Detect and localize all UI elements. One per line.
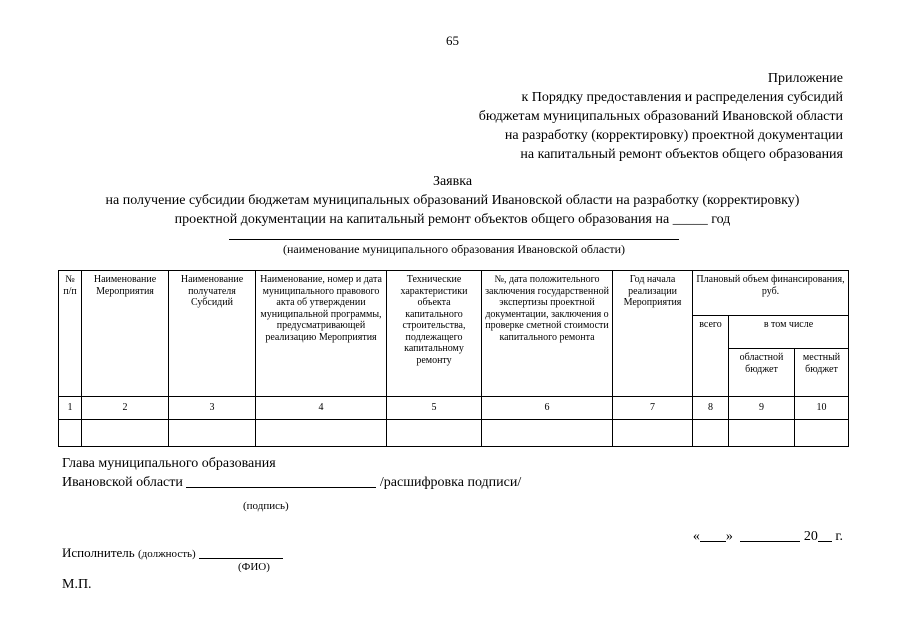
date-year-field[interactable] <box>818 528 832 542</box>
stamp-place: М.П. <box>62 577 92 592</box>
column-number-cell: 2 <box>82 397 169 420</box>
table-cell[interactable] <box>59 420 82 447</box>
table-cell[interactable] <box>256 420 387 447</box>
table-cell[interactable] <box>387 420 482 447</box>
title-line: на получение субсидии бюджетам муниципальных образований Ивановской области на разработку (корректировку) <box>105 193 800 208</box>
signature-region: Ивановской области <box>62 475 183 490</box>
org-name-caption: (наименование муниципального образования Ивановской области) <box>282 242 626 256</box>
title-line: проектной документации на капитальный ремонт объектов общего образования на _____ год <box>174 212 731 227</box>
header-col-total: всего <box>693 316 729 397</box>
table-cell[interactable] <box>795 420 849 447</box>
header-col-tech-specs: Технические характеристики объекта капитального строительства, подлежащего капитальному ремонту <box>387 271 482 397</box>
appendix-line: бюджетам муниципальных образований Ивановской области <box>478 109 843 124</box>
appendix-block <box>479 69 843 164</box>
executor-field[interactable] <box>199 545 283 559</box>
column-number-cell: 3 <box>169 397 256 420</box>
header-financing-group: Плановый объем финансирования, руб. <box>693 271 849 316</box>
date-year-prefix: 20 <box>803 529 818 544</box>
application-table <box>58 270 849 447</box>
date-line <box>693 528 843 545</box>
signature-block <box>62 454 521 492</box>
date-open-quote: « <box>692 529 700 544</box>
header-col-start-year: Год начала реализации Мероприятия <box>613 271 693 397</box>
title-heading: Заявка <box>432 174 473 189</box>
date-year-suffix: г. <box>835 529 843 544</box>
document-title <box>0 172 905 229</box>
executor-fio-caption: (ФИО) <box>238 561 270 573</box>
org-name-line <box>229 239 679 240</box>
empty-data-row <box>59 420 849 447</box>
column-number-cell: 8 <box>693 397 729 420</box>
signature-field[interactable] <box>186 473 376 488</box>
column-number-cell: 9 <box>729 397 795 420</box>
column-number-cell: 4 <box>256 397 387 420</box>
date-month-field[interactable] <box>740 528 800 542</box>
signature-line <box>62 473 521 492</box>
header-col-expertise: №, дата положительного заключения государственной экспертизы проектной документации, заключения о проверке сметной стоимости капитального ремонта <box>482 271 613 397</box>
signature-decoding: /расшифровка подписи/ <box>379 475 522 490</box>
column-number-cell: 6 <box>482 397 613 420</box>
appendix-line: на разработку (корректировку) проектной документации <box>504 128 843 143</box>
table-cell[interactable] <box>169 420 256 447</box>
date-close-quote: » <box>725 529 733 544</box>
signature-caption: (подпись) <box>243 500 289 512</box>
header-col-recipient: Наименование получателя Субсидий <box>169 271 256 397</box>
table-cell[interactable] <box>613 420 693 447</box>
signature-title: Глава муниципального образования <box>62 456 276 471</box>
appendix-line: к Порядку предоставления и распределения субсидий <box>521 90 843 105</box>
table-cell[interactable] <box>482 420 613 447</box>
column-number-cell: 10 <box>795 397 849 420</box>
header-col-regional-budget: областной бюджет <box>729 349 795 397</box>
executor-label: Исполнитель <box>62 545 135 560</box>
executor-position: (должность) <box>137 548 196 560</box>
appendix-line: Приложение <box>767 71 843 86</box>
header-including: в том числе <box>729 316 849 349</box>
header-col-legal-act: Наименование, номер и дата муниципального правового акта об утверждении муниципальной программы, предусматривающей реализацию Мероприятия <box>256 271 387 397</box>
table-cell[interactable] <box>82 420 169 447</box>
table-cell[interactable] <box>693 420 729 447</box>
executor-line <box>62 545 283 561</box>
header-col-local-budget: местный бюджет <box>795 349 849 397</box>
table-cell[interactable] <box>729 420 795 447</box>
header-col-number: № п/п <box>59 271 82 397</box>
appendix-line: на капитальный ремонт объектов общего образования <box>520 147 843 162</box>
column-number-cell: 7 <box>613 397 693 420</box>
page-number: 65 <box>446 33 459 48</box>
header-col-event: Наименование Мероприятия <box>82 271 169 397</box>
column-number-cell: 5 <box>387 397 482 420</box>
column-number-cell: 1 <box>59 397 82 420</box>
date-day-field[interactable] <box>700 528 726 542</box>
